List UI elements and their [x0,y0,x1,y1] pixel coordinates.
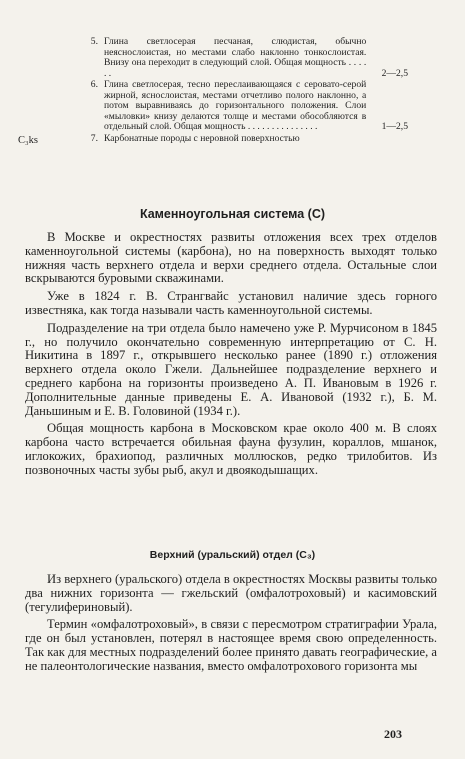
section-heading: Каменноугольная система (С) [139,207,326,221]
subsection-heading: Верхний (уральский) отдел (С₃) [149,549,316,561]
paragraph: Подразделение на три отдела было намечено уже Р. Мурчисоном в 1845 г., но получило окончательно современную интерпретацию от С. Н. Никитина в 1897 г., открывшего несколько ранее (1890 г.) отложения верхнего отдела около Гжели. Дальнейшее подразделение верхнего и среднего карбона на горизонты произведено А. П. Ивановым в 1926 г. Дополнительные данные приведены Е. А. Ивановой (1932 г.), Б. М. Даньшиным и Е. В. Головиной (1934 г.). [25,320,437,418]
layer-number: 7. [90,132,98,144]
paragraph: Общая мощность карбона в Московском крае около 400 м. В слоях карбона часто встречается обильная фауна фузулин, кораллов, мшанок, иглокожих, брахиопод, различных моллюсков, редко трилобитов. Из позвоночных часты зубы рыб, акул и двоякодышащих. [25,421,437,477]
layer-side-label: C₃ks [18,134,39,146]
section-body [25,573,437,678]
section-body [25,231,437,482]
page-number: 203 [384,727,402,741]
layer-row [18,132,408,146]
layer-thickness: 1—2,5 [381,121,408,132]
layer-number: 6. [90,79,98,90]
layer-description: Глина светлосерая, тесно переслаивающаяся с серовато-серой жирной, яснослоистая, местами отчетливо полого наклонно, а потом выравниваясь до горизонтального положения. Слои «мыловки» книзу делаются толще и местами обособляются в отдельный слой. Общая мощность . . . . . . . . . . . . . . . [104,79,367,132]
layer-description: Глина светлосерая песчаная, слюдистая, обычно неяснослоистая, но местами слабо наклонно тонкослоистая. Внизу она переходит в следующий слой. Общая мощность . . . . . . [104,36,367,79]
layer-number: 5. [90,36,98,47]
layer-table [18,36,408,146]
layer-description: Карбонатные породы с неровной поверхностью [104,132,300,144]
paragraph: В Москве и окрестностях развиты отложения всех трех отделов каменноугольной системы (карбона), но на поверхность выходят только нижняя часть верхнего отдела и верхи среднего отдела. Остальные слои вскрываются буровыми скважинами. [25,230,437,286]
paragraph: Термин «омфалотроховый», в связи с пересмотром стратиграфии Урала, где он был установлен, потерял в настоящее время свою определенность. Так как для местных подразделений более принято давать географические, а не палеонтологические названия, вместо омфалотрохового горизонта мы [25,617,437,673]
layer-thickness: 2—2,5 [381,67,408,79]
paragraph: Из верхнего (уральского) отдела в окрестностях Москвы развиты только два нижних горизонта — гжельский (омфалотроховый) и касимовский (тегулифериновый). [25,572,437,614]
paragraph: Уже в 1824 г. В. Странгвайс установил наличие здесь горного известняка, как тогда называли часть каменноугольной системы. [25,289,437,317]
layer-row [58,80,408,133]
layer-row [58,37,408,79]
